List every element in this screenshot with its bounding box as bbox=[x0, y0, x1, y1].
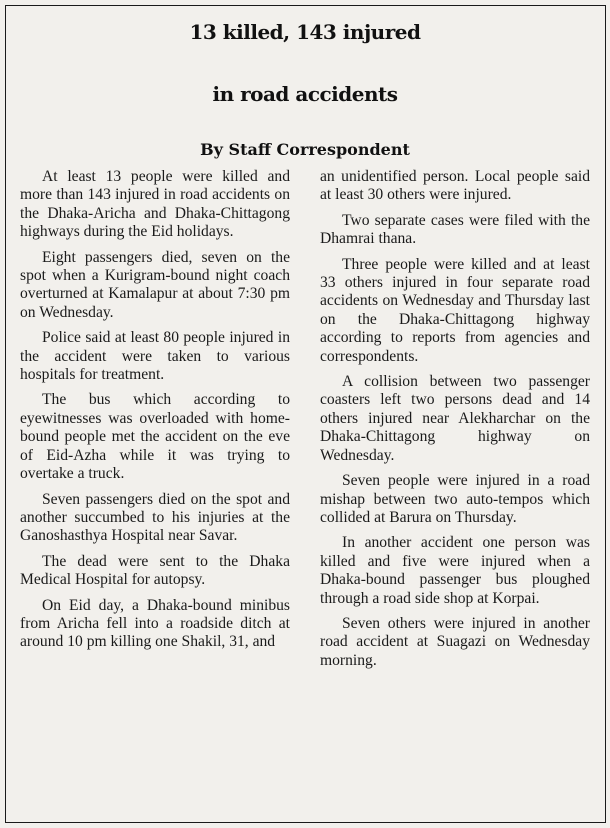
paragraph-continuation: an unidentified person. Local people said at least 30 others were injured. bbox=[320, 168, 590, 204]
paragraph: Seven passengers died on the spot and another succumbed to his injuries at the Ganoshasthya Hospital near Savar. bbox=[20, 490, 290, 545]
paragraph: Eight passengers died, seven on the spot when a Kurigram-bound night coach overturned at Kamalapur at about 7:30 pm on Wednesday. bbox=[20, 248, 290, 321]
headline-line-1: 13 killed, 143 injured bbox=[189, 20, 421, 44]
paragraph: A collision between two passenger coasters left two persons dead and 14 others injured near Alekharchar on the Dhaka-Chittagong highway on Wednesday. bbox=[320, 373, 590, 464]
left-column bbox=[20, 168, 290, 659]
paragraph: At least 13 people were killed and more than 143 injured in road accidents on the Dhaka-Aricha and Dhaka-Chittagong highways during the Eid holidays. bbox=[20, 168, 290, 241]
paragraph: Police said at least 80 people injured in the accident were taken to various hospitals for treatment. bbox=[20, 329, 290, 384]
paragraph: Two separate cases were filed with the Dhamrai thana. bbox=[320, 211, 590, 248]
byline: By Staff Correspondent bbox=[200, 140, 410, 159]
paragraph: The dead were sent to the Dhaka Medical Hospital for autopsy. bbox=[20, 552, 290, 589]
paragraph: In another accident one person was killed and five were injured when a Dhaka-bound passenger bus ploughed through a road side shop at Korpai. bbox=[320, 534, 590, 607]
paragraph: Three people were killed and at least 33 others injured in four separate road accidents on Wednesday and Thursday last on the Dhaka-Chittagong highway according to reports from agencies and correspondents. bbox=[320, 255, 590, 365]
paragraph: Seven others were injured in another road accident at Suagazi on Wednesday morning. bbox=[320, 614, 590, 669]
paragraph: Seven people were injured in a road mishap between two auto-tempos which collided at Barura on Thursday. bbox=[320, 472, 590, 526]
paragraph: The bus which according to eyewitnesses was overloaded with home-bound people met the accident on the eve of Eid-Azha while it was trying to overtake a truck. bbox=[20, 391, 290, 483]
right-column bbox=[320, 168, 590, 677]
paragraph: On Eid day, a Dhaka-bound minibus from Aricha fell into a roadside ditch at around 10 pm killing one Shakil, 31, and bbox=[20, 596, 290, 651]
headline-line-2: in road accidents bbox=[212, 82, 398, 106]
